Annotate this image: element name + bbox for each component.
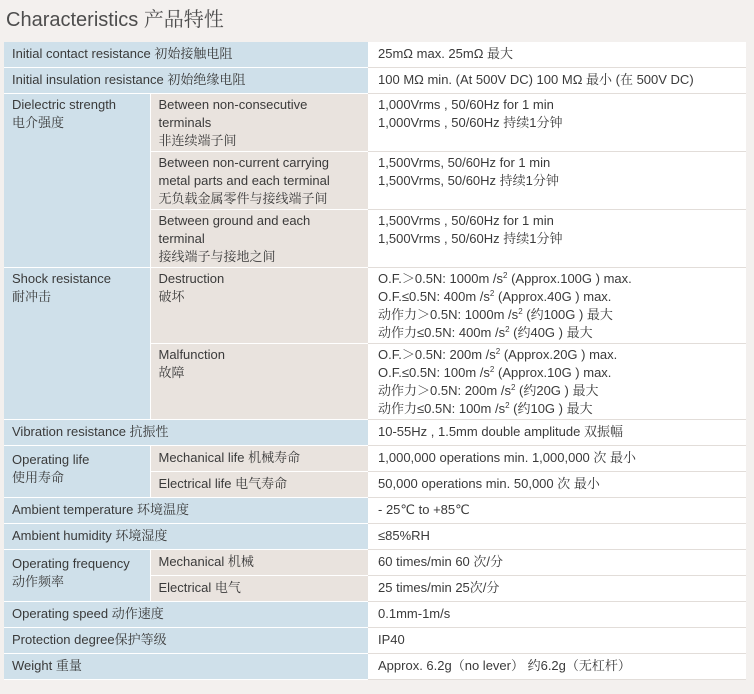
protection-degree-label: Protection degree保护等级 [4,628,368,654]
operating-life-label [4,446,150,498]
shock-resistance-label [4,268,150,420]
dielectric-strength-label [4,94,150,268]
non-consecutive-label-2: terminals [158,115,212,130]
dielectric-label-cn: 电介强度 [12,115,65,130]
table-row [4,446,746,472]
non-current-label [150,152,368,210]
weight-value: Approx. 6.2g（no lever） 约6.2g（无杠杆） [368,654,746,680]
frequency-mechanical-label: Mechanical 机械 [150,550,368,576]
operating-speed-value: 0.1mm-1m/s [368,602,746,628]
characteristics-table [4,42,746,680]
non-consecutive-value-2: 1,000Vrms , 50/60Hz 持续1分钟 [378,115,563,130]
ambient-humidity-value: ≤85%RH [368,524,746,550]
table-row [4,550,746,576]
ambient-temperature-label: Ambient temperature 环境温度 [4,498,368,524]
destruction-label [150,268,368,344]
table-row [4,498,746,524]
protection-degree-value: IP40 [368,628,746,654]
non-consecutive-label-1: Between non-consecutive [158,97,308,112]
malfunction-label [150,344,368,420]
insulation-resistance-label: Initial insulation resistance 初始绝缘电阻 [4,68,368,94]
operating-life-label-cn: 使用寿命 [12,470,65,485]
frequency-electrical-label: Electrical 电气 [150,576,368,602]
table-row [4,268,746,344]
table-row [4,420,746,446]
insulation-resistance-value: 100 MΩ min. (At 500V DC) 100 MΩ 最小 (在 500V DC) [368,68,746,94]
frequency-mechanical-value: 60 times/min 60 次/分 [368,550,746,576]
table-row [4,524,746,550]
ground-value-1: 1,500Vrms , 50/60Hz for 1 min [378,213,554,228]
contact-resistance-value: 25mΩ max. 25mΩ 最大 [368,42,746,68]
dielectric-label-en: Dielectric strength [12,97,117,112]
non-consecutive-value-1: 1,000Vrms , 50/60Hz for 1 min [378,97,554,112]
non-consecutive-value [368,94,746,152]
ground-label-cn: 接线端子与接地之间 [158,249,276,264]
operating-speed-label: Operating speed 动作速度 [4,602,368,628]
destruction-value-1: O.F.＞0.5N: 1000m $/s^2$ (Approx.100G ) max. [378,271,632,286]
ambient-temperature-value: - 25℃ to +85℃ [368,498,746,524]
mechanical-life-label: Mechanical life 机械寿命 [150,446,368,472]
mechanical-life-value: 1,000,000 operations min. 1,000,000 次 最小 [368,446,746,472]
table-row [4,628,746,654]
ambient-humidity-label: Ambient humidity 环境湿度 [4,524,368,550]
shock-label-cn: 耐冲击 [12,289,52,304]
destruction-label-cn: 破坏 [158,289,185,304]
ground-label [150,210,368,268]
electrical-life-label: Electrical life 电气寿命 [150,472,368,498]
malfunction-value-2: O.F.≤0.5N: 100m $/s^2$ (Approx.10G ) max. [378,365,612,380]
non-current-label-1: Between non-current carrying [158,155,330,170]
non-current-label-cn: 无负载金属零件与接线端子间 [158,191,328,206]
malfunction-label-cn: 故障 [158,365,185,380]
destruction-label-en: Destruction [158,271,225,286]
vibration-label: Vibration resistance 抗振性 [4,420,368,446]
destruction-value [368,268,746,344]
non-current-value [368,152,746,210]
ground-label-2: terminal [158,231,205,246]
non-current-value-2: 1,500Vrms, 50/60Hz 持续1分钟 [378,173,559,188]
non-current-label-2: metal parts and each terminal [158,173,330,188]
page-title: Characteristics 产品特性 [6,9,224,31]
destruction-value-4: 动作力≤0.5N: 400m $/s^2$ (约40G ) 最大 [378,325,593,340]
operating-frequency-label-en: Operating frequency [12,556,130,571]
destruction-value-3: 动作力＞0.5N: 1000m $/s^2$ (约100G ) 最大 [378,307,613,322]
malfunction-value-1: O.F.＞0.5N: 200m $/s^2$ (Approx.20G ) max. [378,347,618,362]
ground-value-2: 1,500Vrms , 50/60Hz 持续1分钟 [378,231,563,246]
non-current-value-1: 1,500Vrms, 50/60Hz for 1 min [378,155,551,170]
frequency-electrical-value: 25 times/min 25次/分 [368,576,746,602]
destruction-value-2: O.F.≤0.5N: 400m $/s^2$ (Approx.40G ) max. [378,289,612,304]
weight-label: Weight 重量 [4,654,368,680]
ground-value [368,210,746,268]
contact-resistance-label: Initial contact resistance 初始接触电阻 [4,42,368,68]
table-row [4,602,746,628]
electrical-life-value: 50,000 operations min. 50,000 次 最小 [368,472,746,498]
malfunction-label-en: Malfunction [158,347,225,362]
non-consecutive-label [150,94,368,152]
ground-label-1: Between ground and each [158,213,311,228]
malfunction-value [368,344,746,420]
table-row [4,68,746,94]
operating-life-label-en: Operating life [12,452,90,467]
shock-label-en: Shock resistance [12,271,111,286]
table-row [4,654,746,680]
malfunction-value-3: 动作力＞0.5N: 200m $/s^2$ (约20G ) 最大 [378,383,599,398]
non-consecutive-label-cn: 非连续端子间 [158,133,237,148]
operating-frequency-label-cn: 动作频率 [12,574,65,589]
malfunction-value-4: 动作力≤0.5N: 100m $/s^2$ (约10G ) 最大 [378,401,593,416]
table-row [4,94,746,152]
vibration-value: 10-55Hz , 1.5mm double amplitude 双振幅 [368,420,746,446]
operating-frequency-label [4,550,150,602]
table-row [4,42,746,68]
